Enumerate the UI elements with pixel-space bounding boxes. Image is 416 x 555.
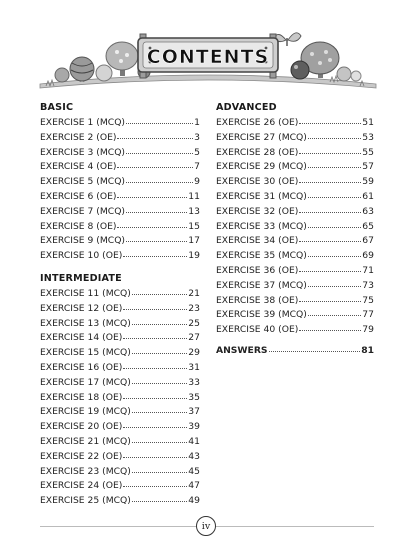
dot-leader — [299, 173, 361, 183]
toc-entry[interactable] — [40, 390, 200, 405]
dot-leader — [123, 247, 187, 257]
toc-entry-page: 9 — [194, 176, 200, 188]
toc-entry-page: 17 — [188, 235, 200, 247]
dot-leader — [132, 374, 187, 384]
toc-entry-page: 57 — [362, 161, 374, 173]
toc-entry[interactable] — [40, 330, 200, 345]
toc-entry-page: 47 — [188, 480, 200, 492]
toc-entry-page: 49 — [188, 495, 200, 507]
toc-entry-page: 75 — [362, 294, 374, 306]
toc-entry-page: 23 — [188, 302, 200, 314]
toc-entry[interactable] — [40, 204, 200, 219]
dot-leader — [117, 218, 187, 228]
toc-entry-label: EXERCISE 5 (MCQ) — [40, 176, 126, 188]
toc-entry-label: EXERCISE 2 (OE) — [40, 131, 117, 143]
toc-entry-page: 7 — [194, 161, 200, 173]
dot-leader — [126, 232, 187, 242]
toc-entry-page: 63 — [362, 205, 374, 217]
toc-entry[interactable] — [40, 115, 200, 130]
toc-entry-label: EXERCISE 35 (MCQ) — [216, 250, 307, 262]
toc-entry-label: EXERCISE 37 (MCQ) — [216, 279, 307, 291]
toc-entry-label: EXERCISE 14 (OE) — [40, 332, 123, 344]
dot-leader — [123, 300, 187, 310]
dot-leader — [269, 342, 361, 352]
dot-leader — [132, 492, 187, 502]
toc-entry[interactable] — [216, 293, 374, 308]
toc-entry-page: 39 — [188, 421, 200, 433]
dot-leader — [123, 359, 187, 369]
toc-entry-label: EXERCISE 38 (OE) — [216, 294, 299, 306]
toc-entry-label: EXERCISE 20 (OE) — [40, 421, 123, 433]
toc-entry[interactable] — [40, 478, 200, 493]
toc-list-basic — [40, 115, 200, 263]
toc-entry-label: EXERCISE 33 (MCQ) — [216, 220, 307, 232]
toc-entry-page: 13 — [188, 205, 200, 217]
toc-entry[interactable] — [40, 404, 200, 419]
dot-leader — [132, 463, 187, 473]
toc-entry[interactable] — [216, 233, 374, 248]
toc-entry-page: 29 — [188, 347, 200, 359]
dot-leader — [123, 448, 187, 458]
dot-leader — [126, 173, 193, 183]
toc-entry-page: 69 — [362, 250, 374, 262]
dot-leader — [308, 306, 361, 316]
toc-entry[interactable] — [216, 145, 374, 160]
toc-entry[interactable] — [216, 263, 374, 278]
toc-entry-label: EXERCISE 6 (OE) — [40, 190, 117, 202]
dot-leader — [308, 247, 361, 257]
toc-entry-page: 21 — [188, 287, 200, 299]
left-ball-icon — [70, 57, 94, 81]
toc-entry[interactable] — [40, 464, 200, 479]
toc-entry-label: EXERCISE 11 (MCQ) — [40, 287, 131, 299]
dot-leader — [117, 158, 193, 168]
dot-leader — [308, 277, 361, 287]
toc-entry-page: 11 — [188, 190, 200, 202]
toc-entry-label: EXERCISE 9 (MCQ) — [40, 235, 126, 247]
toc-entry-page: 25 — [188, 317, 200, 329]
toc-entry-page: 35 — [188, 391, 200, 403]
toc-entry-label: EXERCISE 3 (MCQ) — [40, 146, 126, 158]
dot-leader — [299, 203, 361, 213]
toc-entry-label: EXERCISE 25 (MCQ) — [40, 495, 131, 507]
toc-entry-answers[interactable] — [216, 343, 374, 358]
toc-entry-page: 45 — [188, 465, 200, 477]
toc-entry[interactable] — [216, 159, 374, 174]
toc-entry-label: EXERCISE 39 (MCQ) — [216, 309, 307, 321]
toc-entry-label: EXERCISE 32 (OE) — [216, 205, 299, 217]
toc-entry[interactable] — [216, 278, 374, 293]
dot-leader — [123, 418, 187, 428]
toc-entry[interactable] — [216, 115, 374, 130]
toc-entry[interactable] — [40, 174, 200, 189]
section-heading-basic: BASIC — [40, 102, 74, 113]
toc-entry-label: EXERCISE 36 (OE) — [216, 264, 299, 276]
toc-entry[interactable] — [40, 434, 200, 449]
toc-entry-label: EXERCISE 29 (MCQ) — [216, 161, 307, 173]
toc-entry-label: EXERCISE 8 (OE) — [40, 220, 117, 232]
toc-entry-page: 3 — [194, 131, 200, 143]
toc-entry[interactable] — [40, 360, 200, 375]
toc-entry-label: EXERCISE 4 (OE) — [40, 161, 117, 173]
contents-banner — [0, 0, 416, 100]
toc-entry[interactable] — [40, 316, 200, 331]
toc-entry-label: EXERCISE 15 (MCQ) — [40, 347, 131, 359]
toc-entry-page: 73 — [362, 279, 374, 291]
left-column — [40, 100, 200, 508]
dot-leader — [126, 203, 187, 213]
toc-entry-page: 71 — [362, 264, 374, 276]
toc-entry[interactable] — [40, 159, 200, 174]
dot-leader — [123, 477, 187, 487]
toc-entry-page: 51 — [362, 117, 374, 128]
toc-entry-page: 19 — [188, 250, 200, 262]
banner-title: CONTENTS — [146, 46, 270, 68]
toc-entry-page: 77 — [362, 309, 374, 321]
toc-entry-page: 43 — [188, 450, 200, 462]
toc-entry[interactable] — [40, 233, 200, 248]
right-column — [216, 100, 374, 358]
toc-entry[interactable] — [216, 248, 374, 263]
toc-entry[interactable] — [40, 145, 200, 160]
toc-entry-page: 55 — [362, 146, 374, 158]
dot-leader — [132, 403, 187, 413]
toc-entry-label: EXERCISE 10 (OE) — [40, 250, 123, 262]
toc-entry-label: EXERCISE 30 (OE) — [216, 176, 299, 188]
toc-entry-page: 81 — [361, 344, 374, 356]
toc-entry-label: EXERCISE 23 (MCQ) — [40, 465, 131, 477]
dot-leader — [299, 114, 361, 124]
toc-entry-label: EXERCISE 1 (MCQ) — [40, 117, 126, 128]
toc-entry[interactable] — [216, 219, 374, 234]
toc-entry[interactable] — [40, 189, 200, 204]
toc-entry[interactable] — [216, 130, 374, 145]
dot-leader — [299, 144, 361, 154]
toc-entry-page: 61 — [362, 190, 374, 202]
toc-entry[interactable] — [216, 204, 374, 219]
toc-entry-label: EXERCISE 34 (OE) — [216, 235, 299, 247]
dot-leader — [299, 321, 361, 331]
page-number-badge: iv — [196, 516, 216, 536]
toc-entry-label: EXERCISE 24 (OE) — [40, 480, 123, 492]
toc-list-intermediate — [40, 286, 200, 508]
toc-entry-label: EXERCISE 28 (OE) — [216, 146, 299, 158]
section-heading-advanced: ADVANCED — [216, 102, 277, 113]
dot-leader — [308, 129, 361, 139]
toc-entry[interactable] — [216, 189, 374, 204]
dot-leader — [132, 433, 187, 443]
dot-leader — [132, 344, 187, 354]
toc-entry-page: 15 — [188, 220, 200, 232]
toc-entry[interactable] — [40, 375, 200, 390]
toc-entry-page: 41 — [188, 435, 200, 447]
toc-entry-page: 37 — [188, 406, 200, 418]
dot-leader — [126, 114, 193, 124]
dot-leader — [299, 232, 361, 242]
dot-leader — [132, 315, 187, 325]
section-heading-intermediate: INTERMEDIATE — [40, 272, 122, 284]
toc-entry-label: EXERCISE 31 (MCQ) — [216, 190, 307, 202]
dot-leader — [299, 292, 361, 302]
toc-entry[interactable] — [40, 248, 200, 263]
toc-entry-page: 5 — [194, 146, 200, 158]
toc-entry-page: 67 — [362, 235, 374, 247]
toc-entry[interactable] — [216, 322, 374, 337]
dot-leader — [308, 218, 361, 228]
toc-entry[interactable] — [40, 345, 200, 360]
toc-entry-label: EXERCISE 26 (OE) — [216, 117, 299, 128]
dot-leader — [123, 389, 187, 399]
toc-entry-page: 27 — [188, 332, 200, 344]
toc-entry-label: EXERCISE 16 (OE) — [40, 361, 123, 373]
toc-entry[interactable] — [40, 286, 200, 301]
right-bush-icon — [337, 67, 361, 81]
dot-leader — [308, 188, 361, 198]
toc-entry-label: EXERCISE 17 (MCQ) — [40, 376, 131, 388]
dot-leader — [117, 188, 187, 198]
dot-leader — [132, 285, 187, 295]
toc-entry-label: ANSWERS — [216, 344, 268, 356]
dot-leader — [308, 158, 361, 168]
toc-entry-page: 31 — [188, 361, 200, 373]
dot-leader — [126, 144, 193, 154]
toc-entry[interactable] — [216, 174, 374, 189]
right-balloon-icon — [291, 61, 309, 79]
dot-leader — [299, 262, 361, 272]
toc-entry-label: EXERCISE 19 (MCQ) — [40, 406, 131, 418]
toc-entry-page: 53 — [362, 131, 374, 143]
toc-entry-label: EXERCISE 21 (MCQ) — [40, 435, 131, 447]
toc-entry[interactable] — [40, 419, 200, 434]
toc-entry-label: EXERCISE 13 (MCQ) — [40, 317, 131, 329]
dot-leader — [117, 129, 193, 139]
toc-entry-label: EXERCISE 7 (MCQ) — [40, 205, 126, 217]
toc-entry-label: EXERCISE 12 (OE) — [40, 302, 123, 314]
toc-entry-label: EXERCISE 27 (MCQ) — [216, 131, 307, 143]
toc-entry-page: 59 — [362, 176, 374, 188]
toc-entry[interactable] — [40, 493, 200, 508]
toc-entry-label: EXERCISE 40 (OE) — [216, 324, 299, 336]
toc-entry[interactable] — [40, 449, 200, 464]
toc-entry-page: 1 — [194, 117, 200, 128]
toc-entry[interactable] — [40, 219, 200, 234]
toc-entry-page: 65 — [362, 220, 374, 232]
toc-entry-page: 33 — [188, 376, 200, 388]
toc-entry-label: EXERCISE 22 (OE) — [40, 450, 123, 462]
toc-entry[interactable] — [40, 130, 200, 145]
toc-entry[interactable] — [216, 307, 374, 322]
toc-entry-label: EXERCISE 18 (OE) — [40, 391, 123, 403]
toc-entry[interactable] — [40, 301, 200, 316]
toc-list-advanced — [216, 115, 374, 337]
toc-entry-page: 79 — [362, 324, 374, 336]
dot-leader — [123, 329, 187, 339]
